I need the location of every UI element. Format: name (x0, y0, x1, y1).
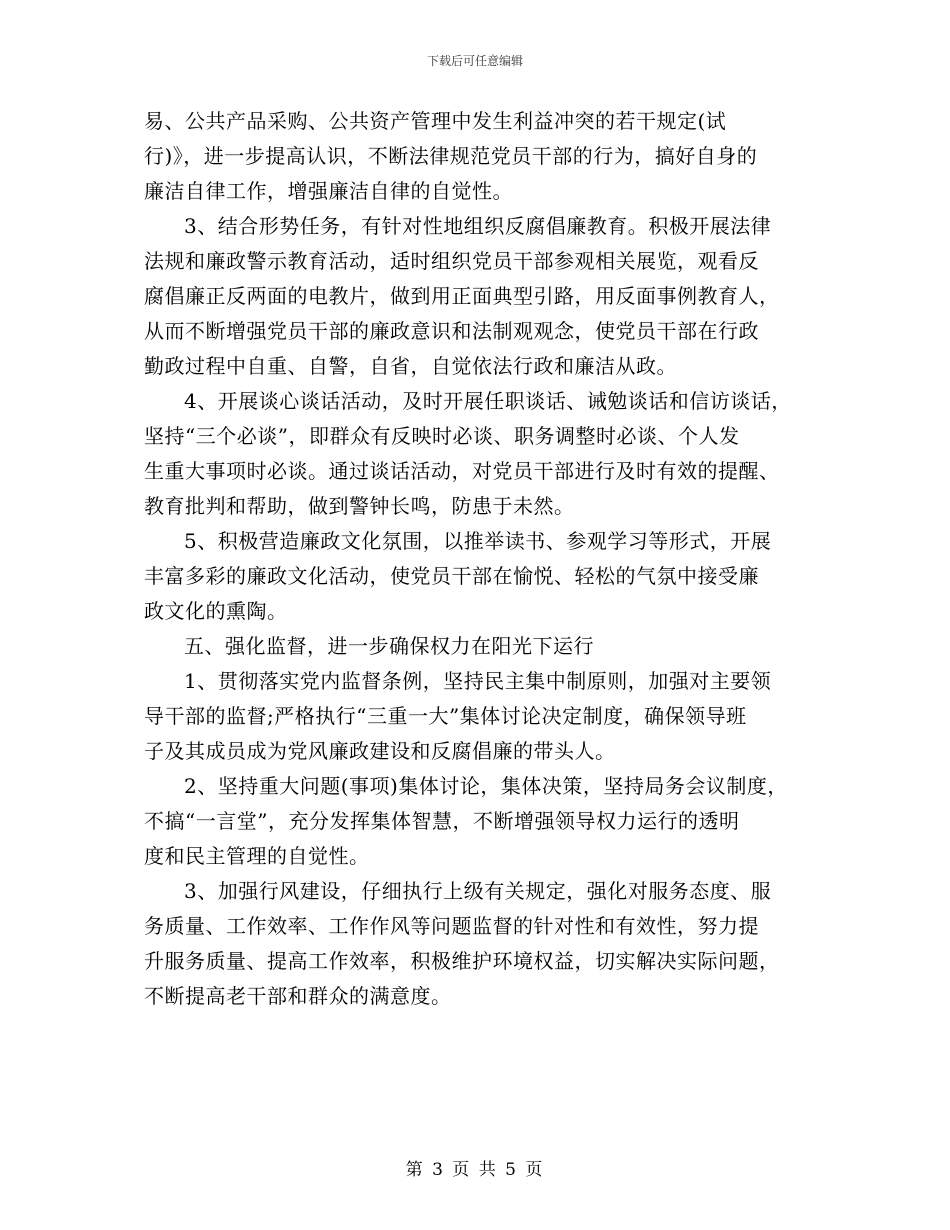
text-line: 务质量、工作效率、工作作风等问题监督的针对性和有效性，努力提 (144, 914, 759, 938)
paragraph-item-2 (144, 769, 824, 874)
text-line: 生重大事项时必谈。通过谈话活动，对党员干部进行及时有效的提醒、 (144, 459, 780, 483)
text-line: 度和民主管理的自觉性。 (144, 844, 370, 868)
text-line: 教育批判和帮助，做到警钟长鸣，防患于未然。 (144, 494, 575, 518)
text-line: 1、贯彻落实党内监督条例，坚持民主集中制原则，加强对主要领 (184, 669, 772, 693)
page-number: 第 3 页 共 5 页 (405, 1160, 545, 1180)
text-line: 行)》，进一步提高认识，不断法律规范党员干部的行为，搞好自身的 (144, 144, 758, 168)
text-line: 易、公共产品采购、公共资产管理中发生利益冲突的若干规定(试 (144, 109, 727, 133)
paragraph-item-5 (144, 524, 824, 629)
paragraph-item-1 (144, 664, 824, 769)
text-line: 从而不断增强党员干部的廉政意识和法制观观念，使党员干部在行政 (144, 319, 759, 343)
document-body (144, 104, 824, 1014)
text-line: 4、开展谈心谈话活动，及时开展任职谈话、诫勉谈话和信访谈话， (184, 389, 792, 413)
paragraph-continuation (144, 104, 824, 209)
text-line: 法规和廉政警示教育活动，适时组织党员干部参观相关展览，观看反 (144, 249, 759, 273)
paragraph-item-3 (144, 209, 824, 384)
text-line: 5、积极营造廉政文化氛围，以推举读书、参观学习等形式，开展 (184, 529, 772, 553)
text-line: 3、结合形势任务，有针对性地组织反腐倡廉教育。积极开展法律 (184, 214, 772, 238)
text-line: 2、坚持重大问题(事项)集体讨论，集体决策，坚持局务会议制度， (184, 774, 788, 798)
text-line: 丰富多彩的廉政文化活动，使党员干部在愉悦、轻松的气氛中接受廉 (144, 564, 759, 588)
text-line: 勤政过程中自重、自警，自省，自觉依法行政和廉洁从政。 (144, 354, 677, 378)
text-line: 导干部的监督;严格执行“三重一大”集体讨论决定制度，确保领导班 (144, 704, 747, 728)
text-line: 子及其成员成为党风廉政建设和反腐倡廉的带头人。 (144, 739, 616, 763)
text-line: 腐倡廉正反两面的电教片，做到用正面典型引路，用反面事例教育人， (144, 284, 780, 308)
text-line: 坚持“三个必谈”，即群众有反映时必谈、职务调整时必谈、个人发 (144, 424, 740, 448)
page-header: 下载后可任意编辑 (426, 54, 523, 68)
text-line: 政文化的熏陶。 (144, 599, 288, 623)
paragraph-item-3b (144, 874, 824, 1014)
text-line: 3、加强行风建设，仔细执行上级有关规定，强化对服务态度、服 (184, 879, 772, 903)
text-line: 五、强化监督，进一步确保权力在阳光下运行 (184, 634, 594, 658)
text-line: 不断提高老干部和群众的满意度。 (144, 984, 452, 1008)
text-line: 廉洁自律工作，增强廉洁自律的自觉性。 (144, 179, 513, 203)
text-line: 升服务质量、提高工作效率，积极维护环境权益，切实解决实际问题， (144, 949, 780, 973)
section-heading (144, 629, 824, 664)
paragraph-item-4 (144, 384, 824, 524)
text-line: 不搞“一言堂”，充分发挥集体智慧，不断增强领导权力运行的透明 (144, 809, 740, 833)
